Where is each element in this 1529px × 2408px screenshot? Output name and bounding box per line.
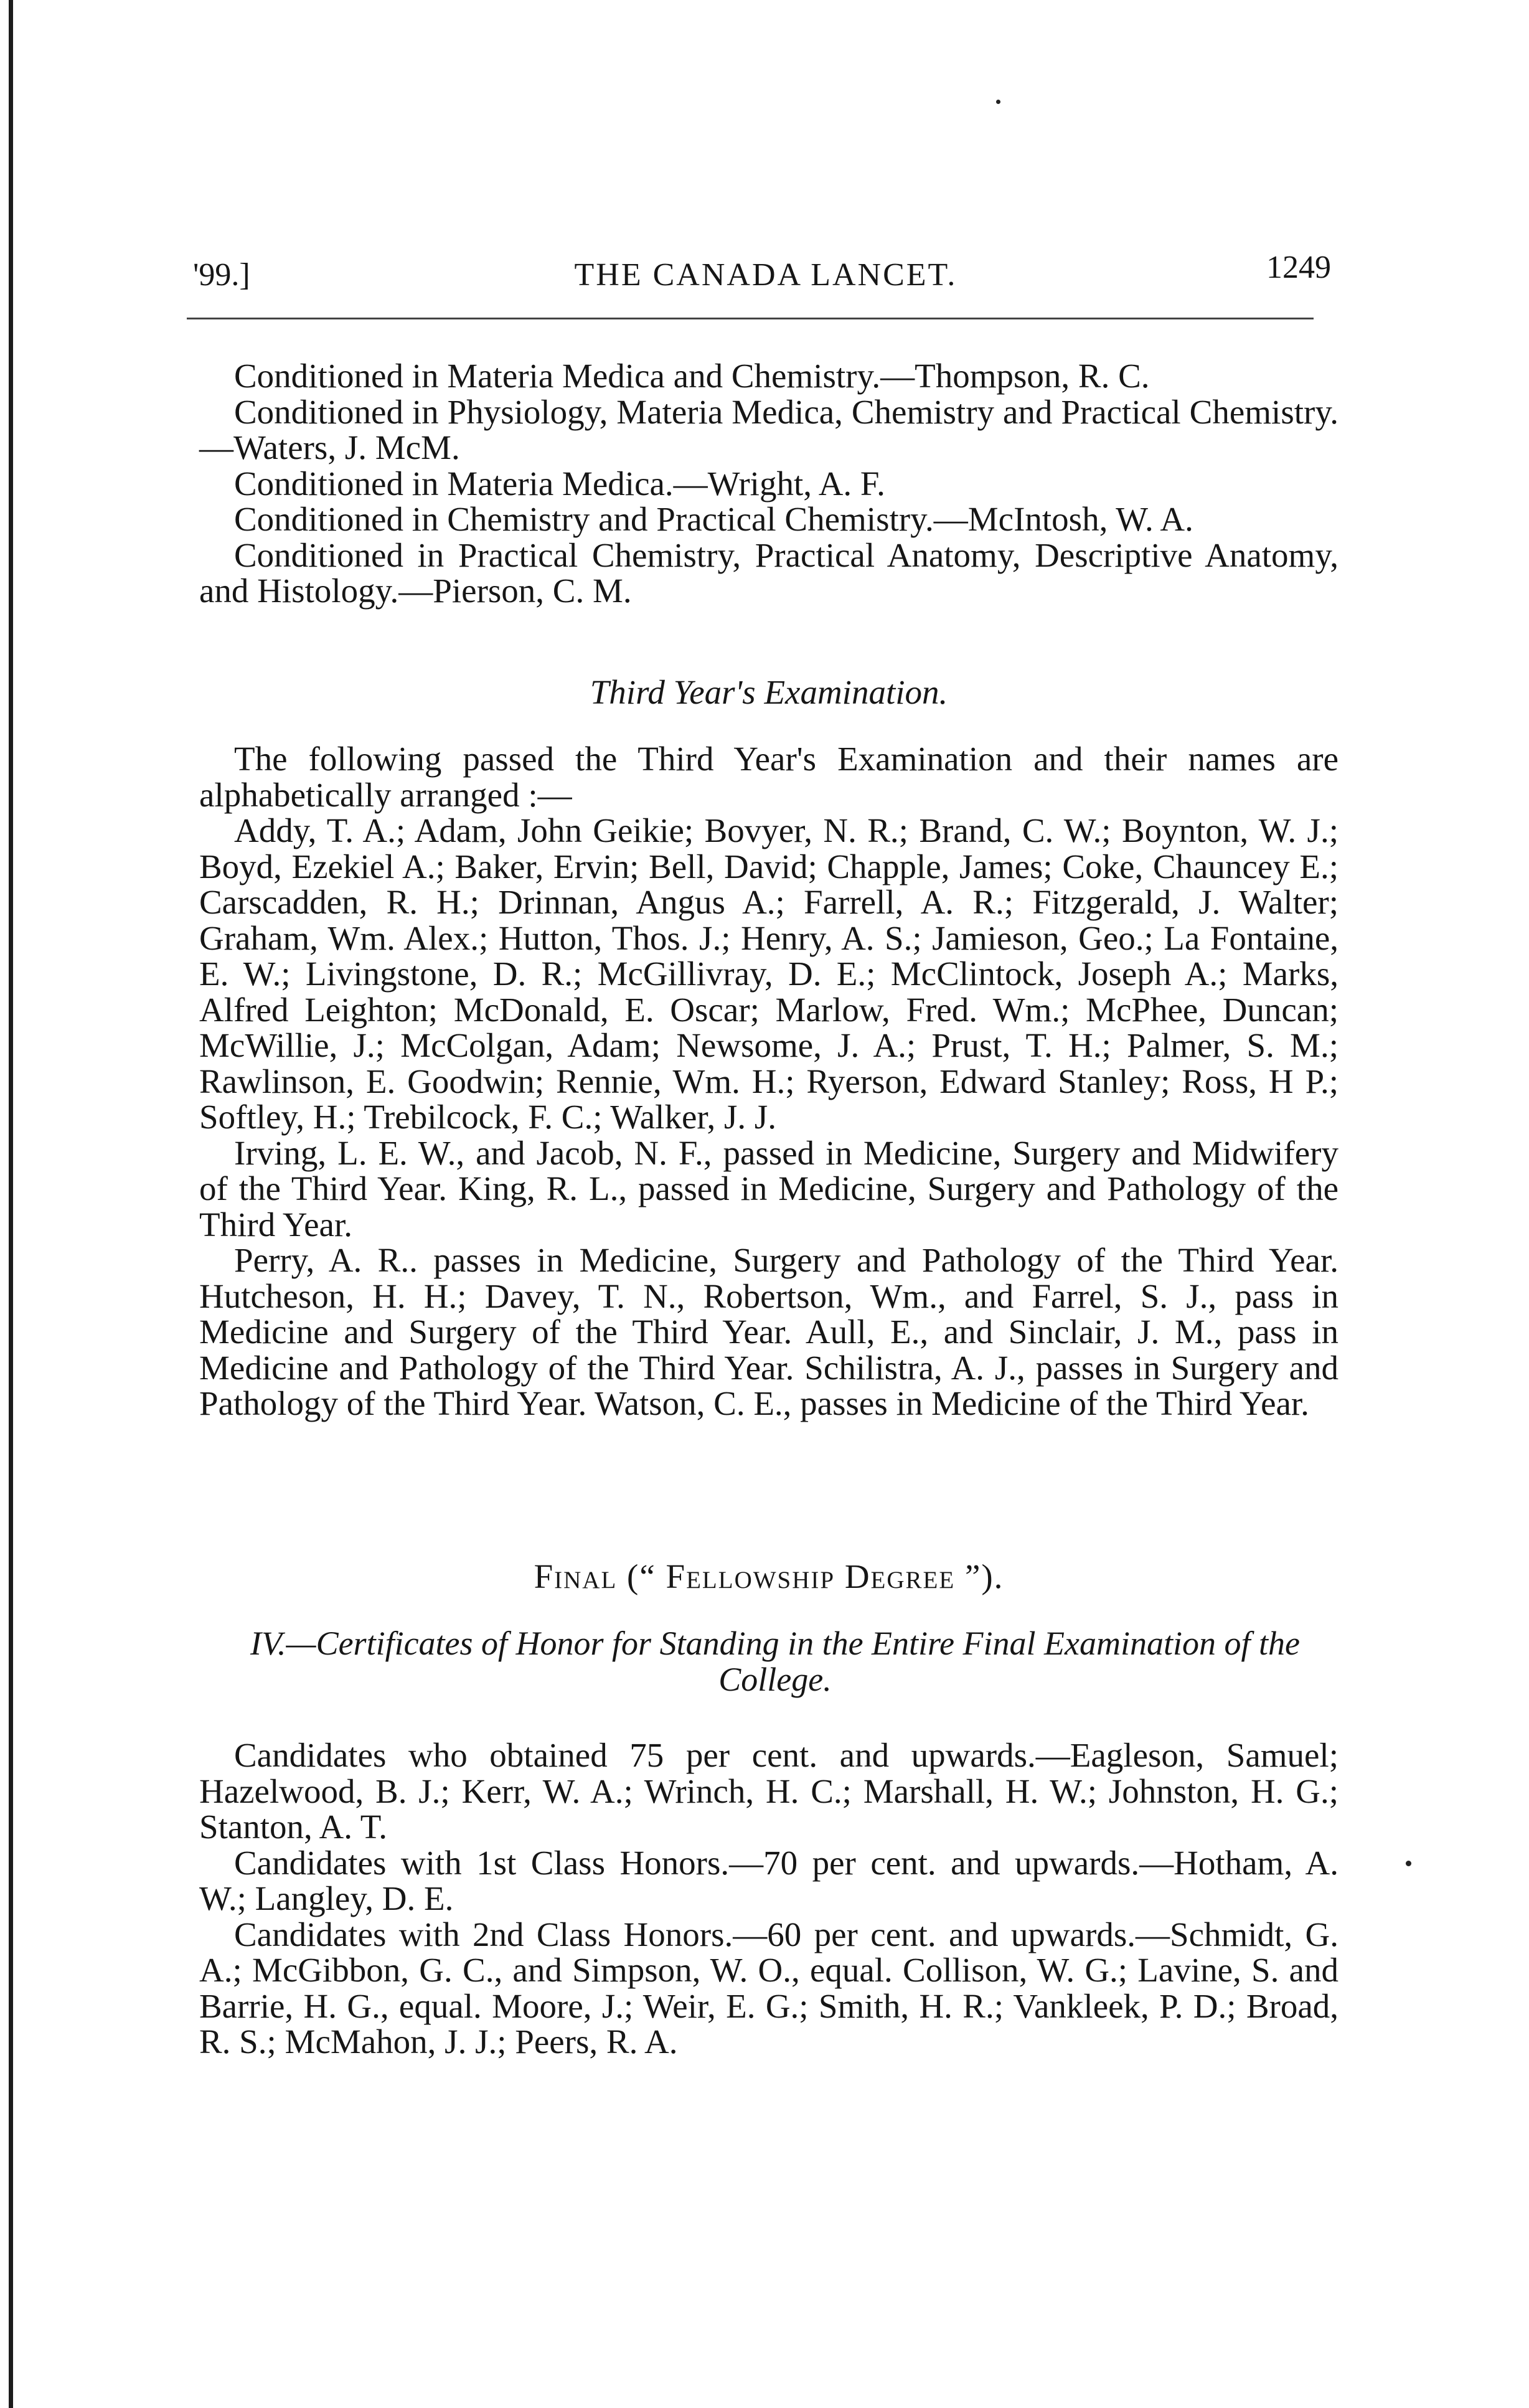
conditioned-entry: Conditioned in Chemistry and Practical Chemistry.—McIntosh, W. A. [234,500,1193,538]
honors-paragraph: Candidates who obtained 75 per cent. and upwards.—Eagleson, Samuel; Hazelwood, B. J.; Kerr, W. A.; Wrinch, H. C.; Marshall, H. W.; Johnston, H. G.; Stanton, A. T. [199,1736,1338,1846]
print-speck [996,100,1000,104]
honors-paragraph: Candidates with 2nd Class Honors.—60 per cent. and upwards.—Schmidt, G. A.; McGibbon, G. C., and Simpson, W. O., equal. Collison, W. G.; Lavine, S. and Barrie, H. G., equal. Moore, J.; Weir, E. G.; Smith, H. R.; Vankleek, P. D.; Broad, R. S.; McMahon, J. J.; Peers, R. A. [199,1915,1338,2061]
page-binding-edge [9,0,13,2408]
conditioned-list [199,358,1338,609]
page-number: 1249 [1266,250,1331,285]
final-heading: Final (“ Fellowship Degree ”). [534,1557,1004,1595]
header-year: '99.] [193,257,250,293]
header-divider [187,318,1314,319]
third-year-partial-passes: Irving, L. E. W., and Jacob, N. F., passed in Medicine, Surgery and Midwifery of the Third Year. King, R. L., passed in Medicine, Surgery and Pathology of the Third Year. [199,1133,1338,1244]
third-year-intro: The following passed the Third Year's Examination and their names are alphabetically arranged :— [199,740,1338,814]
third-year-partial-passes: Perry, A. R.. passes in Medicine, Surgery and Pathology of the Third Year. Hutcheson, H. H.; Davey, T. N., Robertson, Wm., and Farrel, S. J., pass in Medicine and Surgery of the Third Year. Aull, E., and Sinclair, J. M., pass in Medicine and Pathology of the Third Year. Schilistra, A. J., passes in Surgery and Pathology of the Third Year. Watson, C. E., passes in Medicine of the Third Year. [199,1241,1338,1422]
conditioned-entry: Conditioned in Materia Medica.—Wright, A. F. [234,464,885,503]
third-year-names: Addy, T. A.; Adam, John Geikie; Bovyer, N. R.; Brand, C. W.; Boynton, W. J.; Boyd, Ezekiel A.; Baker, Ervin; Bell, David; Chapple, James; Coke, Chauncey E.; Carscadden, R. H.; Drinnan, Angus A.; Farrell, A. R.; Fitzgerald, J. Walter; Graham, Wm. Alex.; Hutton, Thos. J.; Henry, A. S.; Jamieson, Geo.; La Fontaine, E. W.; Livingstone, D. R.; McGillivray, D. E.; McClintock, Joseph A.; Marks, Alfred Leighton; McDonald, E. Oscar; Marlow, Fred. Wm.; McPhee, Duncan; McWillie, J.; McColgan, Adam; Newsome, J. A.; Prust, T. H.; Palmer, S. M.; Rawlinson, E. Goodwin; Rennie, Wm. H.; Ryerson, Edward Stanley; Ross, H P.; Softley, H.; Trebilcock, F. C.; Walker, J. J. [199,811,1338,1136]
conditioned-entry: Conditioned in Materia Medica and Chemistry.—Thompson, R. C. [234,357,1150,395]
honors-paragraph: Candidates with 1st Class Honors.—70 per cent. and upwards.—Hotham, A. W.; Langley, D. E. [199,1843,1338,1917]
certificate-heading: IV.—Certificates of Honor for Standing in the Entire Final Examination of the College. [250,1625,1300,1698]
conditioned-entry: Conditioned in Physiology, Materia Medica, Chemistry and Practical Chemistry.—Waters, J. McM. [199,392,1338,466]
third-year-body [199,741,1338,1422]
final-body [199,1737,1338,2060]
conditioned-entry: Conditioned in Practical Chemistry, Practical Anatomy, Descriptive Anatomy, and Histology.—Pierson, C. M. [199,536,1338,610]
journal-title: THE CANADA LANCET. [574,257,957,293]
third-year-heading: Third Year's Examination. [590,673,948,711]
running-header [187,249,1345,305]
print-speck [1406,1861,1411,1866]
